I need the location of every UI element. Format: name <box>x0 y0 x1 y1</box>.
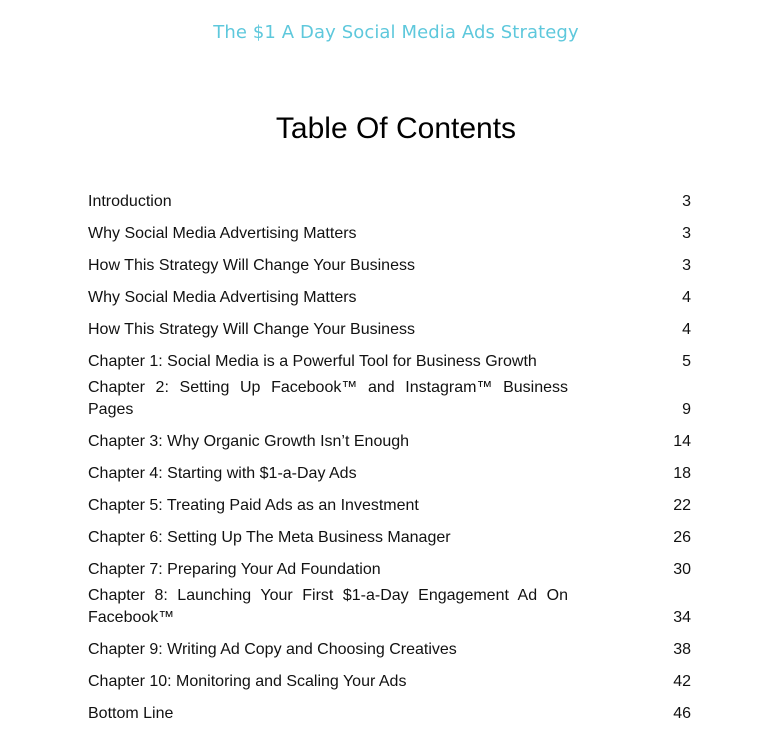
toc-entry-page: 5 <box>682 353 691 370</box>
toc-entry-label: Introduction <box>88 193 172 210</box>
toc-entry-label: How This Strategy Will Change Your Business <box>88 321 415 338</box>
toc-entry[interactable] <box>88 377 691 421</box>
toc-entry[interactable] <box>88 431 691 453</box>
toc-entry-page: 14 <box>673 433 691 450</box>
toc-entry-label: Chapter 1: Social Media is a Powerful Tool for Business Growth <box>88 353 537 370</box>
toc-entry-page: 3 <box>682 257 691 274</box>
toc-entry-label: Chapter 9: Writing Ad Copy and Choosing Creatives <box>88 641 457 658</box>
toc-entry-label: Chapter 4: Starting with $1-a-Day Ads <box>88 465 357 482</box>
toc-entry[interactable] <box>88 585 691 629</box>
toc-entry-label: How This Strategy Will Change Your Business <box>88 257 415 274</box>
toc-entry[interactable] <box>88 223 691 245</box>
toc-entry-page: 38 <box>673 641 691 658</box>
page-title: Table Of Contents <box>275 112 517 145</box>
toc-entry[interactable] <box>88 191 691 213</box>
toc-entry[interactable] <box>88 559 691 581</box>
toc-entry-label: Bottom Line <box>88 705 174 722</box>
toc-entry-page: 26 <box>673 529 691 546</box>
toc-entry-page: 4 <box>682 321 691 338</box>
toc-entry-label: Chapter 5: Treating Paid Ads as an Investment <box>88 497 419 514</box>
toc-entry-page: 3 <box>682 193 691 210</box>
toc-entry-label: Chapter 2: Setting Up Facebook™ and Instagram™ Business Pages <box>88 379 568 418</box>
toc-entry-page: 34 <box>673 609 691 626</box>
toc-entry[interactable] <box>88 255 691 277</box>
toc-entry-label: Chapter 10: Monitoring and Scaling Your Ads <box>88 673 407 690</box>
toc-entry[interactable] <box>88 527 691 549</box>
toc-entry[interactable] <box>88 319 691 341</box>
toc-entry[interactable] <box>88 703 691 725</box>
toc-entry-label: Chapter 3: Why Organic Growth Isn’t Enough <box>88 433 410 450</box>
toc-entry[interactable] <box>88 287 691 309</box>
toc-entry[interactable] <box>88 639 691 661</box>
toc-entry-label: Chapter 8: Launching Your First $1-a-Day Engagement Ad On Facebook™ <box>88 587 568 626</box>
toc-entry[interactable] <box>88 463 691 485</box>
toc-entry-label: Chapter 6: Setting Up The Meta Business Manager <box>88 529 451 546</box>
table-of-contents <box>88 191 691 735</box>
toc-entry[interactable] <box>88 495 691 517</box>
toc-entry-page: 3 <box>682 225 691 242</box>
toc-entry-page: 46 <box>673 705 691 722</box>
toc-entry-page: 9 <box>682 401 691 418</box>
toc-entry-page: 42 <box>673 673 691 690</box>
toc-entry-label: Why Social Media Advertising Matters <box>88 225 357 242</box>
toc-entry-page: 22 <box>673 497 691 514</box>
toc-entry-label: Chapter 7: Preparing Your Ad Foundation <box>88 561 381 578</box>
toc-entry-label: Why Social Media Advertising Matters <box>88 289 357 306</box>
toc-entry-page: 18 <box>673 465 691 482</box>
toc-entry-page: 30 <box>673 561 691 578</box>
toc-entry-page: 4 <box>682 289 691 306</box>
toc-entry[interactable] <box>88 671 691 693</box>
running-header: The $1 A Day Social Media Ads Strategy <box>213 22 579 43</box>
toc-entry[interactable] <box>88 351 691 373</box>
